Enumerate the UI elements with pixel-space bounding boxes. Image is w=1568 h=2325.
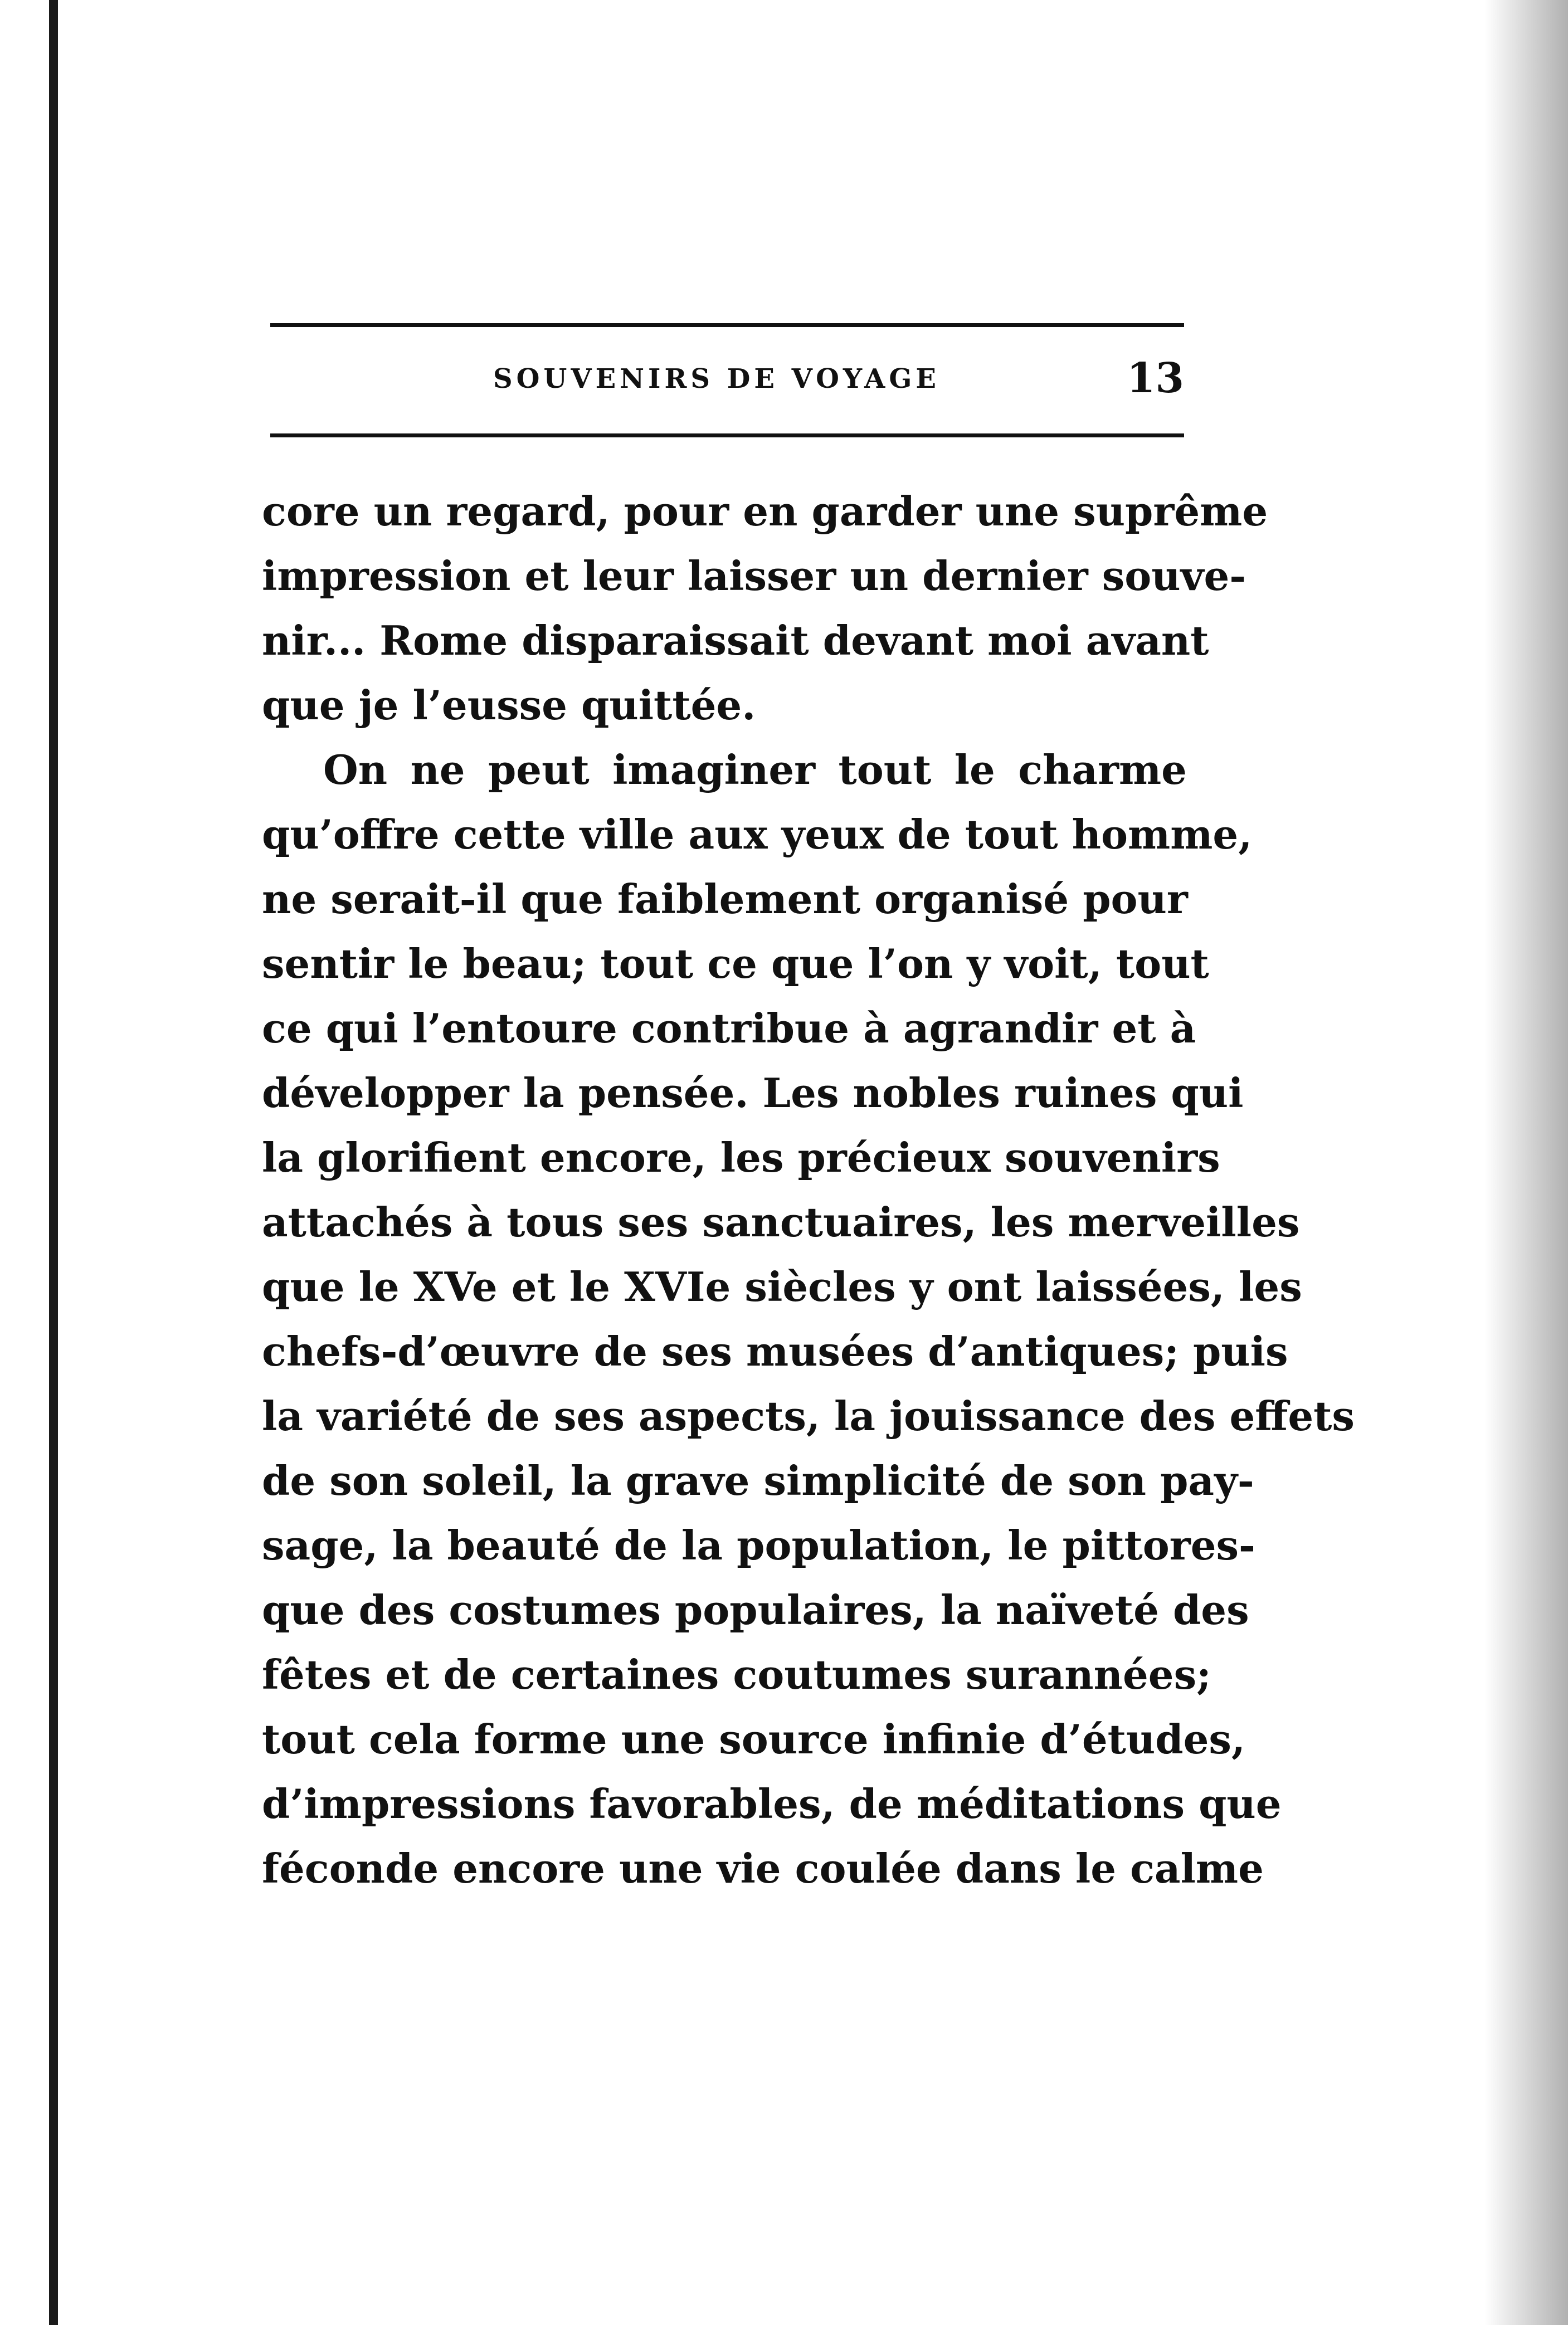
page-number: 13 — [1127, 354, 1184, 402]
text-line: que des costumes populaires, la naïveté des — [262, 1586, 1249, 1634]
paragraph-start-line: On ne peut imaginer tout le charme — [323, 746, 1187, 793]
text-line: que je l’eusse quittée. — [262, 681, 756, 729]
text-line: core un regard, pour en garder une suprême — [262, 488, 1268, 535]
text-line: sage, la beauté de la population, le pittores- — [262, 1522, 1255, 1569]
text-line: chefs-d’œuvre de ses musées d’antiques; puis — [262, 1328, 1288, 1375]
text-line: attachés à tous ses sanctuaires, les merveilles — [262, 1198, 1300, 1246]
text-line: tout cela forme une source infinie d’études, — [262, 1715, 1245, 1763]
text-line: impression et leur laisser un dernier souve- — [262, 552, 1246, 599]
text-line: ne serait-il que faiblement organisé pour — [262, 875, 1188, 923]
text-line: qu’offre cette ville aux yeux de tout homme, — [262, 811, 1253, 858]
running-head — [270, 354, 1184, 407]
text-line: que le XVe et le XVIe siècles y ont laissées, les — [262, 1263, 1302, 1310]
running-title: SOUVENIRS DE VOYAGE — [493, 363, 940, 394]
text-line: d’impressions favorables, de méditations que — [262, 1780, 1282, 1827]
binding-edge — [49, 0, 58, 2325]
text-line: la glorifient encore, les précieux souvenirs — [262, 1134, 1220, 1181]
header-rule-top — [270, 323, 1184, 327]
header-rule-bottom — [270, 433, 1184, 437]
text-line: nir... Rome disparaissait devant moi avant — [262, 617, 1209, 664]
text-line: de son soleil, la grave simplicité de son pay- — [262, 1457, 1254, 1504]
text-line: sentir le beau; tout ce que l’on y voit, tout — [262, 940, 1209, 987]
text-line: la variété de ses aspects, la jouissance des effets — [262, 1392, 1355, 1440]
text-line: développer la pensée. Les nobles ruines qui — [262, 1069, 1244, 1117]
body-text — [262, 479, 1355, 1901]
text-line: fêtes et de certaines coutumes surannées; — [262, 1651, 1211, 1698]
page-edge-shadow — [1484, 0, 1568, 2325]
text-line: féconde encore une vie coulée dans le calme — [262, 1845, 1264, 1892]
text-line: ce qui l’entoure contribue à agrandir et à — [262, 1005, 1196, 1052]
